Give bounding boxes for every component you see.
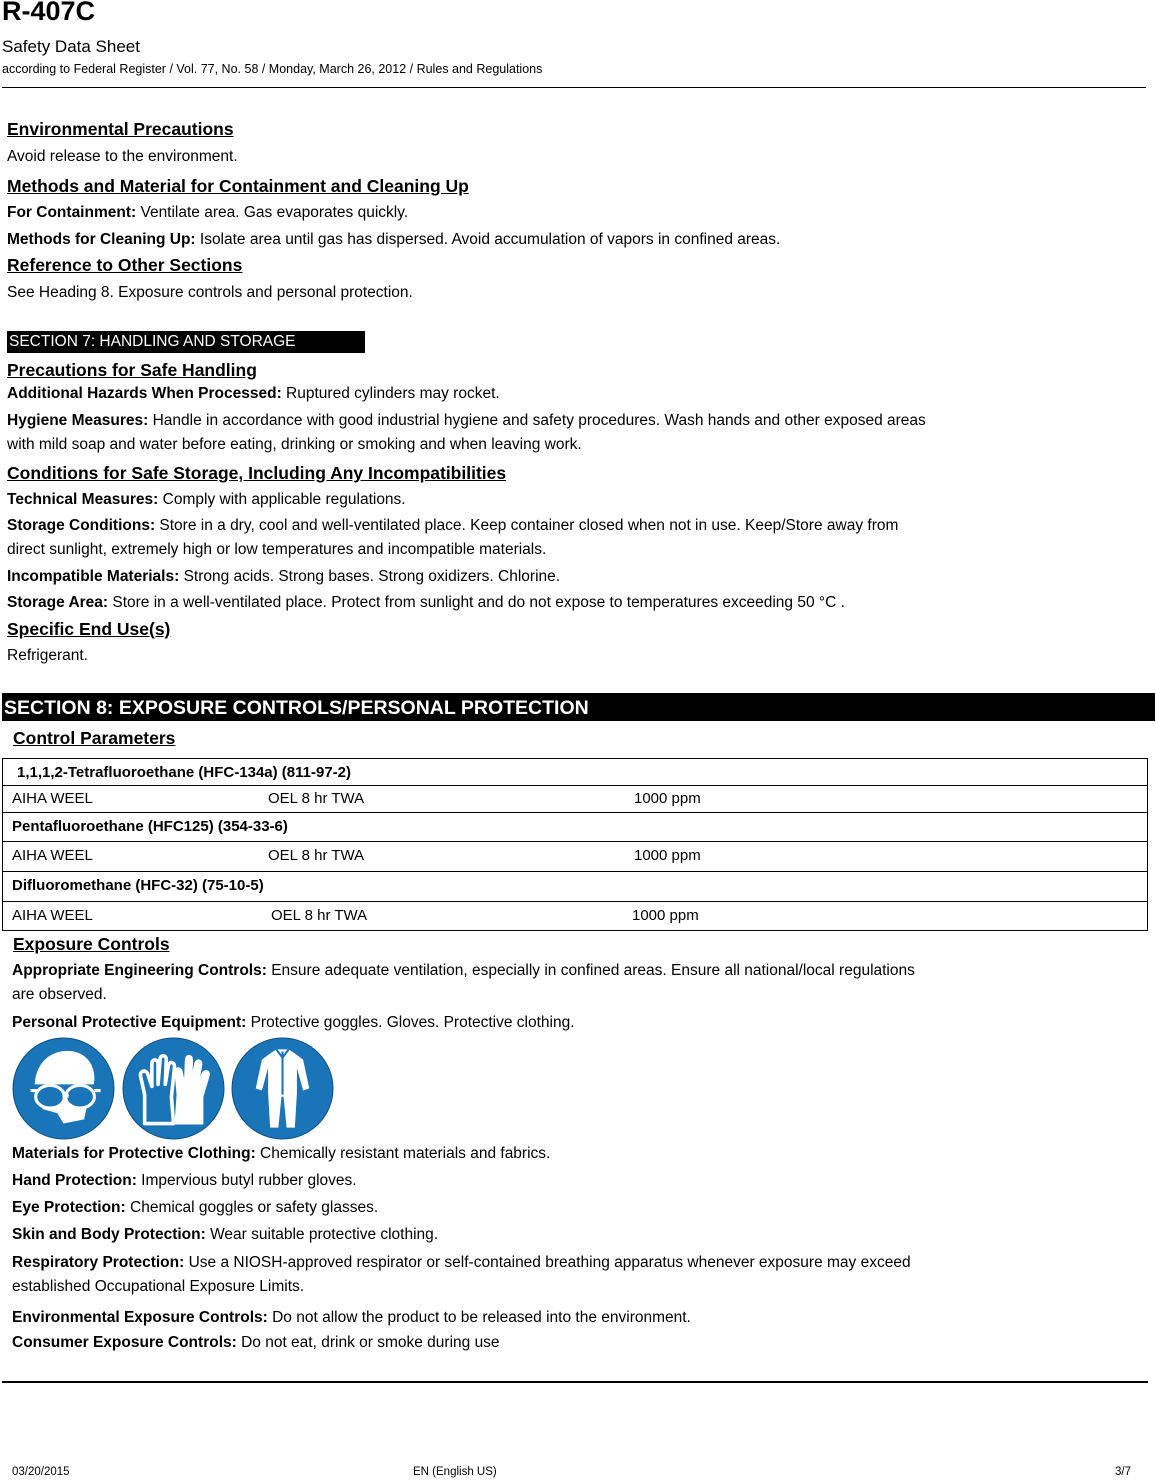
cleaning-up-line: [7, 231, 780, 249]
reference-text: See Heading 8. Exposure controls and personal protection.: [7, 284, 413, 301]
eye-protection-label: Eye Protection:: [12, 1199, 126, 1216]
limit-value: 1000 ppm: [634, 790, 701, 807]
regulation-reference: according to Federal Register / Vol. 77, No. 58 / Monday, March 26, 2012 / Rules and Regulations: [2, 62, 543, 76]
exposure-controls-heading: Exposure Controls: [13, 934, 170, 954]
safe-storage-heading: Conditions for Safe Storage, Including Any Incompatibilities: [7, 463, 507, 483]
incompatible-materials-line: [7, 568, 560, 586]
coverall-icon: [231, 1037, 334, 1140]
document-type: Safety Data Sheet: [2, 37, 140, 56]
hand-protection-label: Hand Protection:: [12, 1172, 137, 1189]
incompatible-materials-text: Strong acids. Strong bases. Strong oxidizers. Chlorine.: [179, 568, 561, 585]
cleaning-up-label: Methods for Cleaning Up:: [7, 231, 196, 248]
limit-agency: AIHA WEEL: [12, 790, 93, 807]
ppe-label: Personal Protective Equipment:: [12, 1014, 247, 1031]
protective-materials-text: Chemically resistant materials and fabrics.: [255, 1145, 551, 1162]
limit-type: OEL 8 hr TWA: [268, 790, 365, 807]
skin-protection-line: [12, 1226, 438, 1244]
engineering-controls-label: Appropriate Engineering Controls:: [12, 962, 267, 979]
consumer-exposure-text: Do not eat, drink or smoke during use: [236, 1334, 500, 1351]
eye-protection-line: [12, 1199, 378, 1217]
substance-row: [3, 759, 1147, 786]
cleaning-up-text: Isolate area until gas has dispersed. Avoid accumulation of vapors in confined areas.: [195, 231, 781, 248]
storage-conditions-line: [7, 517, 898, 535]
consumer-exposure-label: Consumer Exposure Controls:: [12, 1334, 237, 1351]
respiratory-protection-text: Use a NIOSH-approved respirator or self-contained breathing apparatus whenever exposure may exceed: [184, 1254, 911, 1271]
hand-protection-line: [12, 1172, 357, 1190]
storage-conditions-label: Storage Conditions:: [7, 517, 156, 534]
gloves-icon: [122, 1037, 225, 1140]
substance-row: [3, 813, 1147, 842]
skin-protection-label: Skin and Body Protection:: [12, 1226, 206, 1243]
environmental-exposure-text: Do not allow the product to be released into the environment.: [267, 1309, 691, 1326]
skin-protection-text: Wear suitable protective clothing.: [205, 1226, 439, 1243]
hygiene-text-cont: with mild soap and water before eating, drinking or smoking and when leaving work.: [7, 436, 582, 453]
limit-agency: AIHA WEEL: [12, 907, 93, 924]
footer-divider: [2, 1381, 1148, 1383]
ppe-text: Protective goggles. Gloves. Protective clothing.: [246, 1014, 575, 1031]
control-parameters-table: [2, 758, 1148, 931]
respiratory-protection-text-cont: established Occupational Exposure Limits.: [12, 1278, 305, 1295]
substance-name: Pentafluoroethane (HFC125) (354-33-6): [12, 818, 288, 835]
containment-heading: Methods and Material for Containment and Cleaning Up: [7, 176, 469, 196]
storage-conditions-text-cont: direct sunlight, extremely high or low temperatures and incompatible materials.: [7, 541, 547, 558]
respiratory-protection-line: [12, 1254, 911, 1272]
hygiene-line: [7, 412, 926, 430]
engineering-controls-text-cont: are observed.: [12, 986, 107, 1003]
substance-row: [3, 872, 1147, 902]
ppe-line: [12, 1014, 575, 1032]
limit-row: [3, 902, 1147, 931]
limit-value: 1000 ppm: [632, 907, 699, 924]
technical-measures-text: Comply with applicable regulations.: [158, 491, 406, 508]
end-use-text: Refrigerant.: [7, 647, 88, 664]
storage-area-text: Store in a well-ventilated place. Protect from sunlight and do not expose to temperatures exceeding 50 °C .: [108, 594, 845, 611]
end-use-heading: Specific End Use(s): [7, 619, 171, 639]
hygiene-label: Hygiene Measures:: [7, 412, 149, 429]
storage-area-line: [7, 594, 845, 612]
additional-hazards-line: [7, 385, 500, 403]
control-parameters-heading: Control Parameters: [13, 728, 176, 748]
technical-measures-label: Technical Measures:: [7, 491, 159, 508]
limit-type: OEL 8 hr TWA: [271, 907, 368, 924]
limit-value: 1000 ppm: [634, 847, 701, 864]
footer-page-number: 3/7: [1115, 1466, 1131, 1478]
hand-protection-text: Impervious butyl rubber gloves.: [136, 1172, 357, 1189]
section-7-banner: SECTION 7: HANDLING AND STORAGE: [7, 331, 365, 353]
additional-hazards-text: Ruptured cylinders may rocket.: [281, 385, 500, 402]
limit-row: [3, 842, 1147, 872]
hygiene-text: Handle in accordance with good industrial hygiene and safety procedures. Wash hands and other exposed areas: [148, 412, 926, 429]
section-8-banner: SECTION 8: EXPOSURE CONTROLS/PERSONAL PROTECTION: [2, 693, 1155, 721]
environmental-exposure-label: Environmental Exposure Controls:: [12, 1309, 268, 1326]
limit-type: OEL 8 hr TWA: [268, 847, 365, 864]
additional-hazards-label: Additional Hazards When Processed:: [7, 385, 282, 402]
env-precautions-text: Avoid release to the environment.: [7, 148, 238, 165]
for-containment-label: For Containment:: [7, 204, 137, 221]
limit-row: [3, 786, 1147, 813]
for-containment-line: [7, 204, 408, 222]
respiratory-protection-label: Respiratory Protection:: [12, 1254, 185, 1271]
incompatible-materials-label: Incompatible Materials:: [7, 568, 180, 585]
for-containment-text: Ventilate area. Gas evaporates quickly.: [136, 204, 409, 221]
goggles-icon: [12, 1037, 115, 1140]
footer-date: 03/20/2015: [12, 1466, 70, 1478]
footer-language: EN (English US): [413, 1466, 497, 1478]
reference-heading: Reference to Other Sections: [7, 255, 243, 275]
engineering-controls-text: Ensure adequate ventilation, especially in confined areas. Ensure all national/local regulations: [266, 962, 915, 979]
product-title: R-407C: [2, 0, 96, 26]
engineering-controls-line: [12, 962, 915, 980]
protective-materials-line: [12, 1145, 550, 1163]
env-precautions-heading: Environmental Precautions: [7, 119, 234, 139]
substance-name: 1,1,1,2-Tetrafluoroethane (HFC-134a) (811-97-2): [17, 764, 351, 781]
safe-handling-heading: Precautions for Safe Handling: [7, 360, 257, 380]
protective-materials-label: Materials for Protective Clothing:: [12, 1145, 256, 1162]
technical-measures-line: [7, 491, 406, 509]
header-divider: [2, 87, 1146, 88]
environmental-exposure-line: [12, 1309, 691, 1327]
consumer-exposure-line: [12, 1334, 500, 1352]
limit-agency: AIHA WEEL: [12, 847, 93, 864]
storage-area-label: Storage Area:: [7, 594, 109, 611]
storage-conditions-text: Store in a dry, cool and well-ventilated place. Keep container closed when not in use. Keep/Store away from: [155, 517, 899, 534]
substance-name: Difluoromethane (HFC-32) (75-10-5): [12, 877, 264, 894]
eye-protection-text: Chemical goggles or safety glasses.: [125, 1199, 379, 1216]
